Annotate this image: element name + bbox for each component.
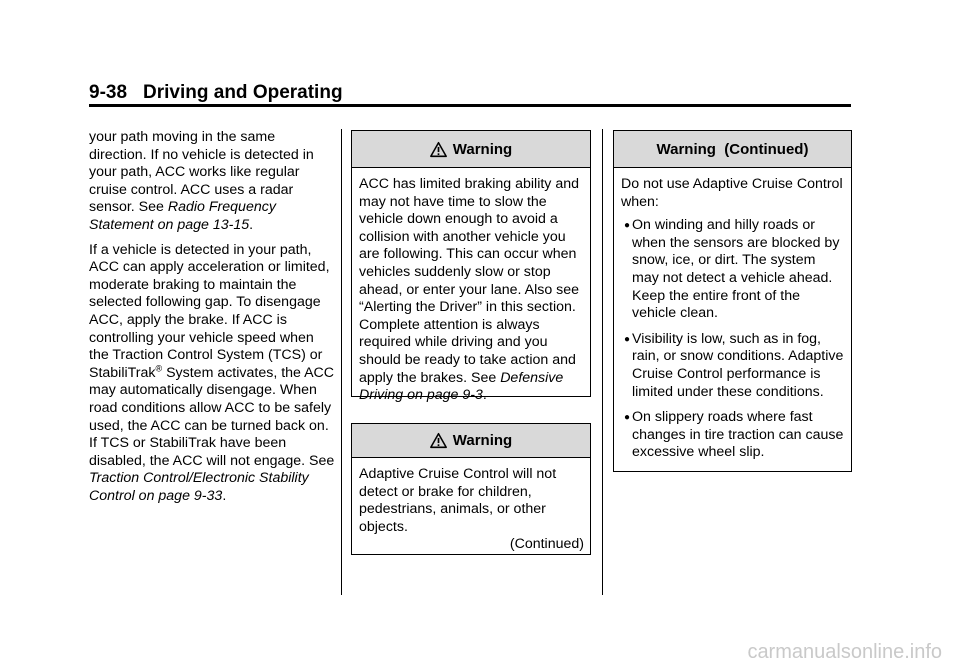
- header-text: [89, 81, 851, 105]
- warning-title: Warning: [452, 432, 513, 449]
- paragraph-2: [89, 242, 335, 506]
- watermark: carmanualsonline.info: [747, 641, 942, 663]
- warning-box-2-body: [352, 458, 590, 560]
- registered-mark: ®: [155, 362, 163, 373]
- warning-box-2: [351, 423, 591, 555]
- paragraph-2-text-cont: System activates, the ACC may automatically disengage. When road conditions allow ACC to be safely used, the ACC can be turned back on. If TCS or StabiliTrak have been disabled, the ACC will not engage. See: [89, 364, 335, 469]
- list-item: [621, 217, 845, 323]
- bullet-icon: ●: [624, 220, 631, 232]
- warning-1-body-text: ACC has limited braking ability and may not have time to slow the vehicle down enough to avoid a collision with another vehicle you are following. This can occur when vehicles suddenly slow or stop ahead, or enter your lane. Also see “Alerting the Driver” in this section. Complete attention is always required while driving and you should be ready to take action and apply the brakes. See: [359, 176, 580, 386]
- page-header: [89, 81, 851, 105]
- warning-box-3-body: [614, 168, 851, 476]
- list-item: [621, 409, 845, 462]
- paragraph-2-text: If a vehicle is detected in your path, ACC can apply acceleration or limited, moderate braking to maintain the selected following gap. To disengage ACC, apply the brake. If ACC is controlling your vehicle speed when the Traction Control System (TCS) or StabiliTrak: [89, 241, 330, 381]
- warning-box-1: [351, 130, 591, 404]
- continued-label: (Continued): [509, 536, 584, 553]
- xref-defensive-driving[interactable]: Defensive Driving on page 9-3: [359, 369, 564, 404]
- header-rule: [89, 104, 851, 107]
- warning-box-3-header: [614, 131, 851, 168]
- bullet-icon: ●: [624, 333, 631, 345]
- bullet-text: On slippery roads where fast changes in tire traction can cause excessive wheel slip.: [632, 409, 844, 461]
- bullet-text: Visibility is low, such as in fog, rain, or snow conditions. Adaptive Cruise Control performance is limited under these conditions.: [632, 330, 844, 400]
- section-title: Driving and Operating: [143, 82, 343, 103]
- column-divider-2: [602, 129, 603, 595]
- xref-radio-frequency[interactable]: Radio Frequency Statement on page 13-15: [89, 199, 276, 233]
- list-item: [621, 331, 845, 401]
- warning-1-end: .: [482, 387, 487, 404]
- warning-title: Warning: [452, 140, 513, 158]
- paragraph-1-text: your path moving in the same direction. If no vehicle is detected in your path, ACC works like regular cruise control. ACC uses a radar sensor. See: [89, 129, 314, 216]
- column-divider-1: [341, 129, 342, 595]
- warning-triangle-icon: [430, 141, 447, 158]
- warning-1-text: [359, 176, 584, 405]
- paragraph-1-end: .: [249, 216, 254, 233]
- page-number: 9-38: [89, 82, 128, 103]
- warning-3-bullet-list: [621, 217, 845, 462]
- warning-triangle-icon: [430, 432, 447, 449]
- warning-continued-title: Warning (Continued): [656, 140, 809, 158]
- warning-box-1-body: [352, 168, 590, 411]
- warning-box-1-header: [352, 131, 590, 168]
- bullet-text: On winding and hilly roads or when the sensors are blocked by snow, ice, or dirt. The system may not detect a vehicle ahead. Keep the entire front of the vehicle clean.: [632, 217, 840, 322]
- paragraph-1: [89, 129, 335, 235]
- warning-box-2-header: [352, 424, 590, 458]
- xref-traction-control[interactable]: Traction Control/Electronic Stability Control on page 9-33: [89, 470, 309, 504]
- paragraph-2-end: .: [222, 487, 227, 504]
- warning-3-intro: Do not use Adaptive Cruise Control when:: [621, 176, 843, 210]
- bullet-icon: ●: [624, 412, 631, 424]
- body-column-1: [89, 129, 335, 512]
- warning-2-text: Adaptive Cruise Control will not detect or brake for children, pedestrians, animals, or other objects.: [359, 466, 557, 535]
- warning-box-3: [613, 130, 852, 472]
